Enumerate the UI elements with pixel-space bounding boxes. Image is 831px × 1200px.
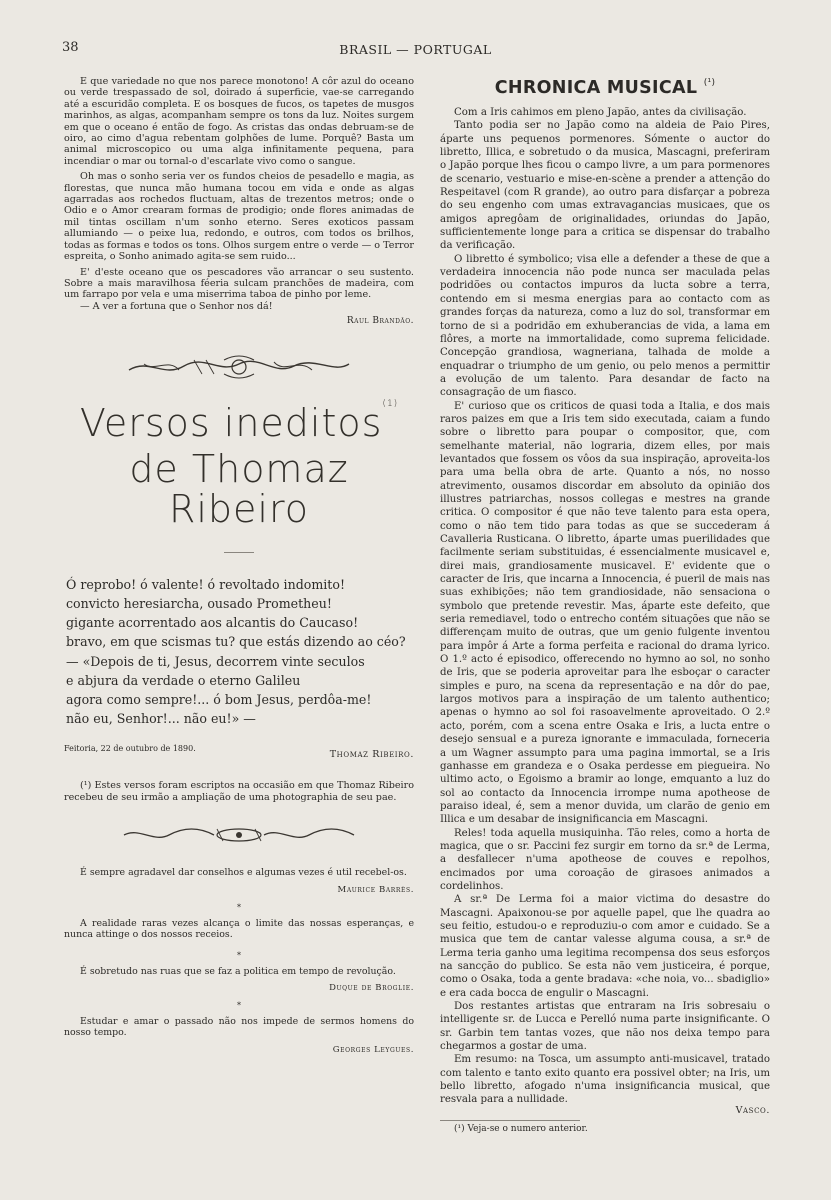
footnote-mark: (1): [382, 399, 399, 410]
verse-line: gigante acorrentado aos alcantis do Caucaso!: [66, 615, 359, 631]
separator-star: *: [237, 1001, 241, 1011]
verse-block: [64, 575, 414, 729]
ornament-divider: [124, 354, 354, 380]
poem-footnote: (¹) Estes versos foram escriptos na occasião em que Thomaz Ribeiro recebeu de seu irmão a ampliação de uma photographia de seu pae.: [64, 780, 414, 803]
quotes-block: [64, 867, 414, 1054]
quote-text: É sempre agradavel dar conselhos e algumas vezes é util recebel-os.: [80, 867, 407, 879]
divider-rule: [224, 552, 254, 553]
chronicle-paragraph: Dos restantes artistas que entraram na Iris sobresaiu o intelligente sr. de Lucca e Perelló numa parte insignificante. O sr. Garbin tem tantas vozes, que não nos deixa tempo para chegarmos a gostar de uma.: [440, 1001, 770, 1053]
poem-title-line1: Versos ineditos$^{(1)}$: [79, 399, 399, 446]
chronicle-paragraph: E' curioso que os criticos de quasi toda a Italia, e dos mais raros paizes em que a Iris tem sido executada, caiam a fundo sobre o libretto para poupar o compositor, que, com semelhante material, não lograria, dizem elles, por mais levantados que fossem os vôos da sua inspiração, aproveita-los para uma bella obra de arte. Quanto a nós, no nosso atrevimento, ousamos discordar em absoluto da opinião dos illustres patriarchas, nossos collegas e mestres na grande critica. O compositor é que não teve talento para esta opera, como o não tem tido para todas as que se succederam á Cavalleria Rusticana. O libretto, áparte umas puerilidades que facilmente seriam substituidas, é essencialmente musicavel e, direi mais, grandiosamente musicavel. E' evidente que o caracter de Iris, que incarna a Innocencia, é pueril de mais nas suas exhibições; não tem grandiosidade, não sensaciona o symbolo que pretende revestir. Mas, áparte este defeito, que seria remediavel, todo o entrecho contém situações que não se differençam muito de outras, que um genio fulgente inventou para impôr á Arte a forma perfeita e racional do drama lyrico. O 1.º acto é episodico, offerecendo no hymno ao sol, no sonho de Iris, que se poderia aproveitar para lhe esboçar o caracter simples e puro, na scena da representação e na dôr do pae, largos motivos para a inspiração de um talento authentico; apenas o hymno ao sol foi rasoavelmente aproveitado. O 2.º acto, porém, com a scena entre Osaka e Iris, a lucta entre o desejo sensual e a pureza ignorante e immaculada, forneceria a um Wagner assumpto para uma pagina immortal, se a Iris ganhasse em grandeza e o Osaka perdesse em piegueira. No ultimo acto, o Egoismo a bramir ao longe, emquanto a luz do sol ao contacto da Innocencia irrompe numa apotheose de paraiso ideal, é, sem a menor duvida, um clarão de genio em Illica e um desabar de insignificancia em Mascagni.: [440, 400, 770, 826]
chronicle-paragraph: Em resumo: na Tosca, um assumpto anti-musicavel, tratado com talento e tanto exito quanto era possivel obter; na Iris, um bello libretto, afogado n'uma insignificancia musical, que resvala para a nullidade.: [440, 1054, 770, 1106]
verse-line: e abjura da verdade o eterno Galileu: [66, 672, 301, 688]
verse-line: Ó reprobo! ó valente! ó revoltado indomito!: [66, 576, 346, 592]
prose-paragraph: E' d'este oceano que os pescadores vão arrancar o seu sustento. Sobre a mais maravilhosa féeria sulcam pranchões de madeira, com um farrapo por vela e uma miserrima taboa de pinho por leme.: [64, 266, 414, 301]
chronicle-paragraph: Reles! toda aquella musiquinha. Tão reles, como a horta de magica, que o sr. Paccini fez surgir em torno da sr.ª de Lerma, a desfallecer n'uma apotheose de couves e repolhos, encimados por uma coroação de girasoes animados a cordelinhos.: [440, 827, 770, 892]
footnote-rule: [440, 1120, 580, 1121]
running-title: BRASIL — PORTUGAL: [339, 42, 492, 57]
verse-line: não eu, Senhor!... não eu!» —: [66, 711, 256, 727]
quote-author: Duque de Broglie.: [329, 983, 414, 994]
footnote-mark: (¹): [703, 78, 716, 88]
prose-paragraph: E que variedade no que nos parece monotono! A côr azul do oceano ou verde trespassado de sol, doirado á superficie, vae-se carregando até a escuridão completa. E os bosques de fucos, os tapetes de musgos marinhos, as algas, acompanham sempre os tons da luz. Noites surgem em que o oceano é então de fogo. As cristas das ondas debruam-se de oiro, ao cimo d'agua rebentam golphões de lume. Porquê? Basta um animal microscopico ou uma alga infinitamente pequena, para incendiar o mar ou tornal-o d'escarlate vivo como o sangue.: [64, 76, 414, 167]
chronicle-paragraph: O libretto é symbolico; visa elle a defender a these de que a verdadeira innocencia não pode nunca ser maculada pelas podridões ou contactos impuros da lucta sobre a terra, contendo em si mesma energias para ao contacto com as grandes forças da natureza, como a luz do sol, transformar em torno de si a podridão em exhuberancias de vida, a lama em flôres, a morte na immortalidade, como suprema felicidade. Concepção grandiosa, wagneriana, talhada de molde a enquadrar o triumpho de um genio, ou pelo menos a permittir a evolução de um talento. Para desandar de facto na consagração de um fiasco.: [440, 253, 770, 399]
chronicle-body: [440, 106, 770, 1107]
quote-author: Georges Leygues.: [332, 1044, 414, 1055]
ornament-divider-2: [119, 825, 359, 845]
quote-text: É sobretudo nas ruas que se faz a politica em tempo de revolução.: [80, 965, 396, 977]
verse-signature: Thomaz Ribeiro.: [329, 749, 414, 761]
chronicle-paragraph: A sr.ª De Lerma foi a maior victima do desastre do Mascagni. Apaixonou-se por aquelle papel, que lhe quadra ao seu feitio, estudou-o e reproduziu-o com amor e cuidado. Se a musica que tem de cantar valesse alguma cousa, a sr.ª de Lerma teria ganho uma legitima recompensa dos seus esforços na sancção do publico. Se esta não vem justiceira, é porque, como o Osaka, toda a gente bradava: «che noia, vo... sbadiglio» e era cada bocca de engulir o Mascagni.: [440, 894, 770, 999]
page-number: 38: [62, 40, 79, 55]
separator-star: *: [237, 902, 241, 912]
chronicle-paragraph: Tanto podia ser no Japão como na aldeia de Paio Pires, áparte uns pequenos pormenores. Sómente o auctor do libretto, Illica, e sobretudo o da musica, Mascagni, preferiram o Japão porque lhes ficou o campo livre, a um para pormenores de scenario, vestuario e mise-en-scène a prender a attenção do Respeitavel (com R grande), ao outro para disfarçar a pobreza do seu engenho com umas extravagancias musicaes, que os amigos apregôam de originalidades, oriundas do Japão, sufficientemente longe para a critica se dispensar do trabalho da verificação.: [440, 120, 770, 252]
left-column: [64, 76, 414, 1055]
prose-paragraph: Oh mas o sonho seria ver os fundos cheios de pesadello e magia, as florestas, que nunca mão humana tocou em vida e onde as algas agarradas aos rochedos fluctuam, altas de trezentos metros; onde o Odio e o Amor crearam formas de prodigio; onde flores animadas de mil tintas oscillam n'um sonho eterno. Seres exoticos passam allumiando — o peixe lua, redondo, e outros, com todos os brilhos, todas as formas e todos os tons. Olhos surgem entre o verde — o Terror espreita, o Sonho animado agita-se sem ruido...: [64, 171, 414, 263]
poem-title-line2: de Thomaz Ribeiro: [129, 447, 349, 531]
verse-line: bravo, em que scismas tu? que estás dizendo ao céo?: [66, 634, 406, 650]
right-column: [440, 76, 770, 1134]
quote-text: A realidade raras vezes alcança o limite das nossas esperanças, e nunca attinge o dos nossos receios.: [64, 917, 414, 941]
verse-place-date: Feitoria, 22 de outubro de 1890.: [64, 744, 196, 754]
chronicle-title: CHRONICA MUSICAL $^{(^1)}$: [494, 78, 716, 98]
quote-author: Maurice Barrès.: [337, 884, 414, 895]
verse-line: — «Depois de ti, Jesus, decorrem vinte seculos: [66, 653, 365, 669]
chronicle-paragraph: Com a Iris cahimos em pleno Japão, antes da civilisação.: [454, 107, 747, 118]
verse-line: convicto heresiarcha, ousado Prometheu!: [66, 596, 332, 611]
chronicle-signature: Vasco.: [735, 1104, 770, 1116]
prose-paragraph: — A ver a fortuna que o Senhor nos dá!: [80, 300, 273, 312]
chronicle-footnote: (¹) Veja-se o numero anterior.: [454, 1123, 588, 1134]
prose-signature: Raul Brandão.: [346, 316, 414, 327]
verse-line: agora como sempre!... ó bom Jesus, perdôa-me!: [66, 692, 372, 708]
separator-star: *: [237, 950, 241, 960]
quote-text: Estudar e amar o passado não nos impede de sermos homens do nosso tempo.: [64, 1016, 414, 1039]
